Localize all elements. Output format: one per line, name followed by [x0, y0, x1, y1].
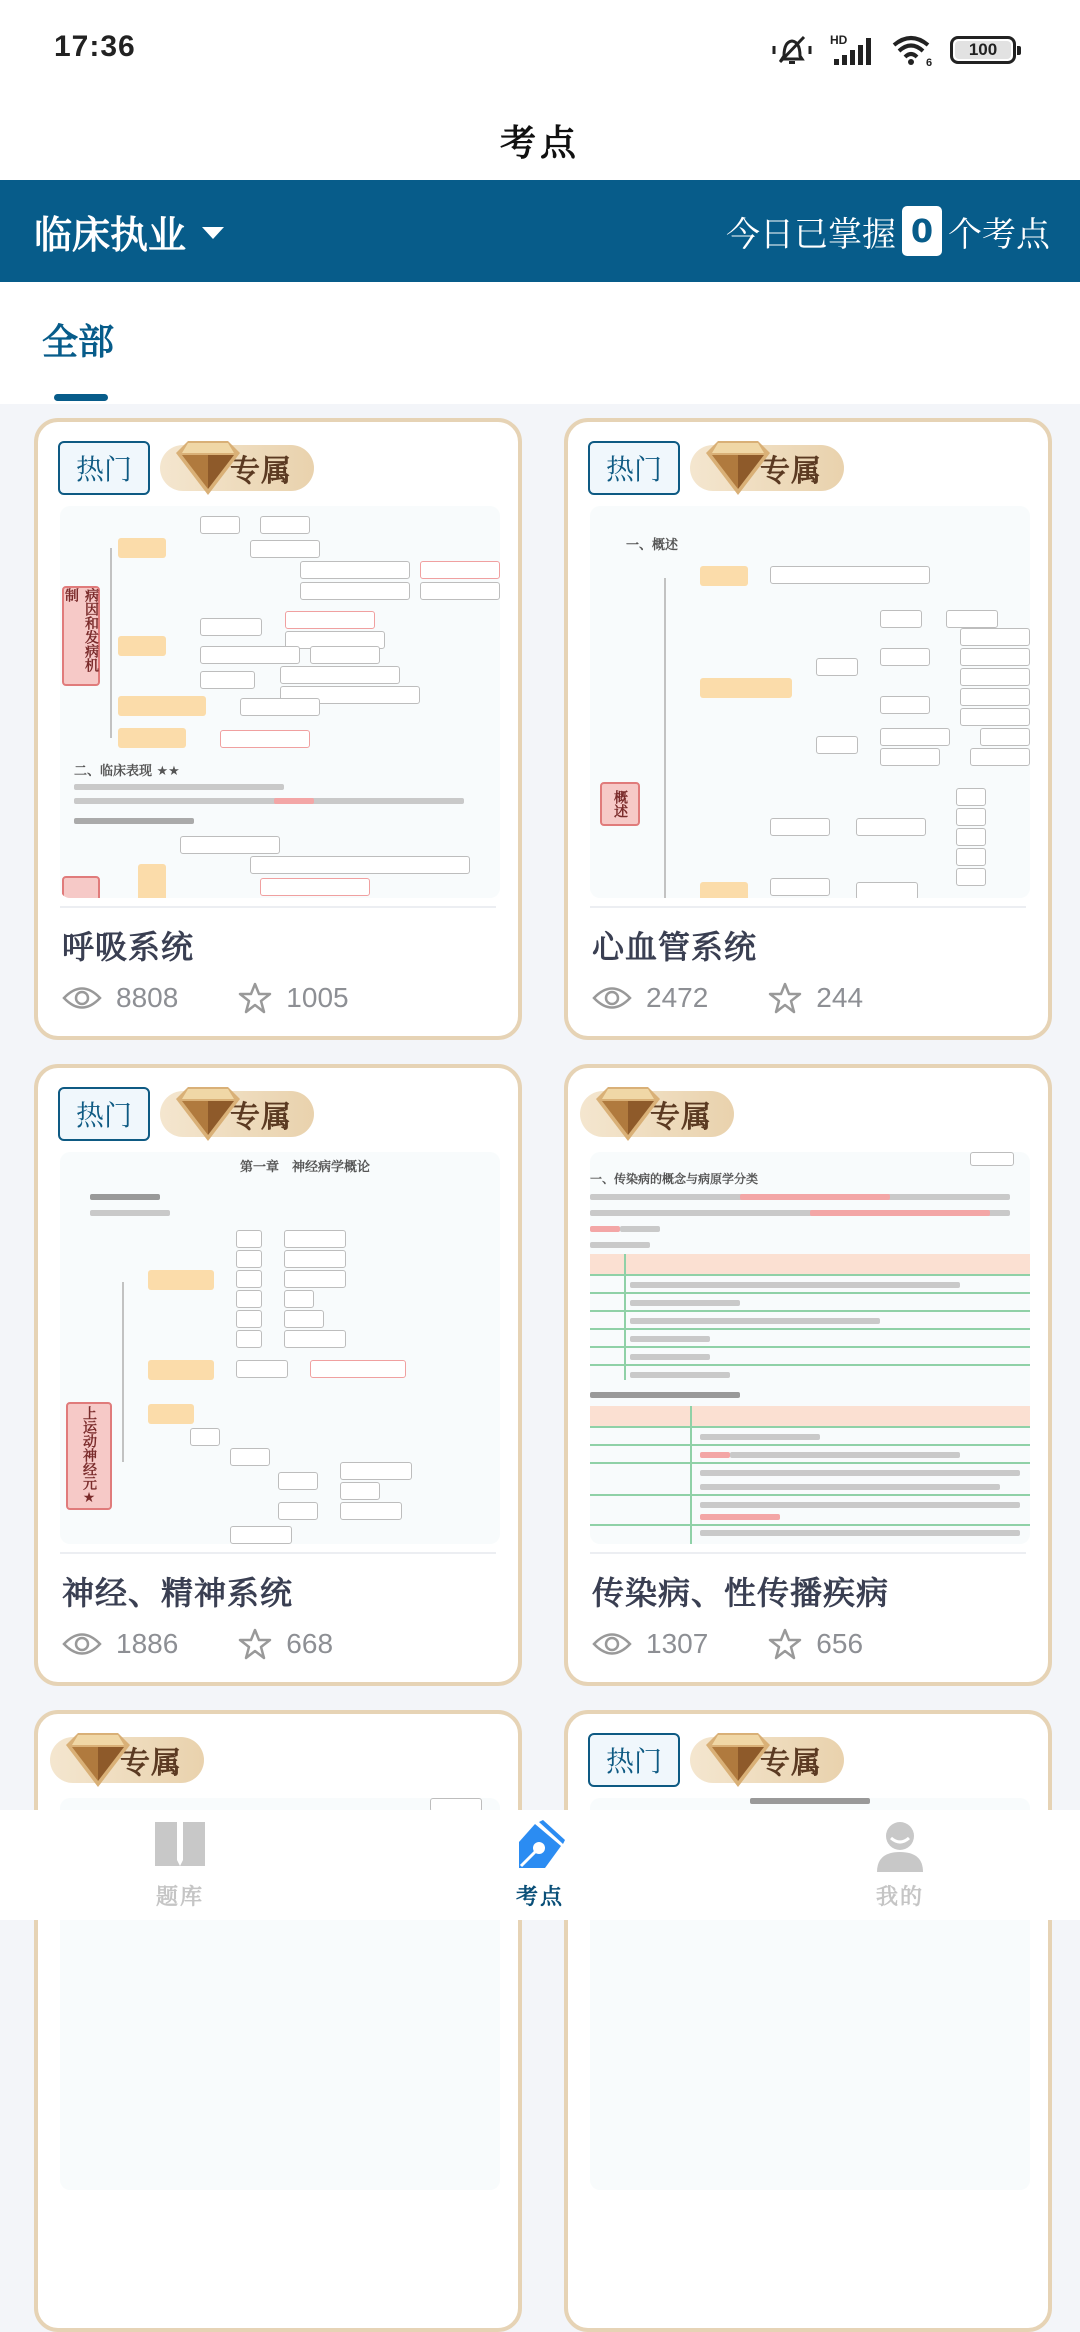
topic-stats — [592, 1628, 863, 1660]
mute-icon — [770, 32, 814, 68]
exam-banner — [0, 180, 1080, 282]
diamond-icon — [168, 1085, 248, 1143]
view-count: 8808 — [116, 982, 179, 1013]
chevron-down-icon — [202, 227, 224, 239]
favorite-count: 244 — [816, 982, 864, 1013]
exam-type-dropdown[interactable] — [34, 204, 224, 259]
vip-badge: 专属 — [698, 1735, 844, 1785]
battery-level: 100 — [968, 40, 998, 59]
topic-card[interactable] — [564, 1064, 1052, 1686]
svg-text:HD: HD — [830, 33, 848, 47]
favorite-count: 1005 — [286, 982, 349, 1013]
diamond-icon — [698, 1731, 778, 1789]
hot-badge: 热门 — [588, 441, 680, 495]
favorite-count: 656 — [816, 1628, 864, 1659]
page-title: 考点 — [499, 121, 580, 164]
vip-badge: 专属 — [698, 443, 844, 493]
topic-card[interactable] — [564, 418, 1052, 1040]
hot-badge: 热门 — [58, 1087, 150, 1141]
exam-type-label: 临床执业 — [34, 212, 187, 257]
view-count: 2472 — [646, 982, 709, 1013]
topic-title: 心血管系统 — [592, 928, 758, 966]
wifi-icon — [890, 32, 936, 68]
diamond-icon — [168, 439, 248, 497]
topic-stats — [592, 982, 863, 1014]
topic-title: 神经、精神系统 — [62, 1574, 294, 1612]
status-icons — [770, 32, 1016, 68]
nav-item-question-bank[interactable]: 题库 — [100, 1810, 260, 1920]
mastered-count: 0 — [902, 206, 942, 256]
eye-icon — [592, 985, 632, 1011]
view-count: 1307 — [646, 1628, 709, 1659]
topic-card[interactable] — [564, 1710, 1052, 2332]
mindmap-preview: 病因和发病机制 二、临床表现 ★★ — [60, 506, 500, 898]
diamond-icon — [588, 1085, 668, 1143]
signal-icon — [828, 32, 876, 68]
hot-badge: 热门 — [588, 1733, 680, 1787]
star-icon — [768, 1628, 802, 1660]
eye-icon — [62, 985, 102, 1011]
topic-card[interactable] — [34, 418, 522, 1040]
book-icon — [153, 1820, 207, 1872]
category-tabs — [0, 282, 1080, 404]
topic-title: 呼吸系统 — [62, 928, 195, 966]
battery-icon — [950, 36, 1016, 64]
mindmap-preview: 一、概述 概述 — [590, 506, 1030, 898]
title-bar — [0, 100, 1080, 180]
vip-badge: 专属 — [588, 1089, 734, 1139]
mastered-today — [726, 206, 1050, 256]
bottom-nav — [0, 1810, 1080, 1920]
star-icon — [238, 982, 272, 1014]
svg-text:6: 6 — [926, 57, 933, 68]
diamond-icon — [698, 439, 778, 497]
star-icon — [768, 982, 802, 1014]
table-preview: 一、传染病的概念与病原学分类 — [590, 1152, 1030, 1544]
diamond-icon — [58, 1731, 138, 1789]
topic-title: 传染病、性传播疾病 — [592, 1574, 890, 1612]
nav-item-key-points[interactable]: 考点 — [460, 1810, 620, 1920]
status-bar — [0, 0, 1080, 100]
mastered-prefix: 今日已掌握 — [726, 214, 896, 255]
vip-badge: 专属 — [168, 443, 314, 493]
hot-badge: 热门 — [58, 441, 150, 495]
topic-card[interactable] — [34, 1710, 522, 2332]
topic-stats — [62, 1628, 333, 1660]
nav-item-profile[interactable]: 我的 — [820, 1810, 980, 1920]
pen-nib-icon — [513, 1820, 567, 1872]
vip-badge: 专属 — [58, 1735, 204, 1785]
status-time: 17:36 — [54, 30, 136, 63]
view-count: 1886 — [116, 1628, 179, 1659]
star-icon — [238, 1628, 272, 1660]
user-icon — [873, 1820, 927, 1872]
vip-badge: 专属 — [168, 1089, 314, 1139]
tab-active-indicator — [54, 394, 108, 401]
mastered-suffix: 个考点 — [948, 214, 1050, 255]
eye-icon — [592, 1631, 632, 1657]
favorite-count: 668 — [286, 1628, 334, 1659]
topic-card[interactable] — [34, 1064, 522, 1686]
mindmap-preview: 第一章 神经病学概论 上运动神经元★ — [60, 1152, 500, 1544]
tab-all[interactable]: 全部 — [42, 322, 115, 363]
topic-stats — [62, 982, 349, 1014]
eye-icon — [62, 1631, 102, 1657]
